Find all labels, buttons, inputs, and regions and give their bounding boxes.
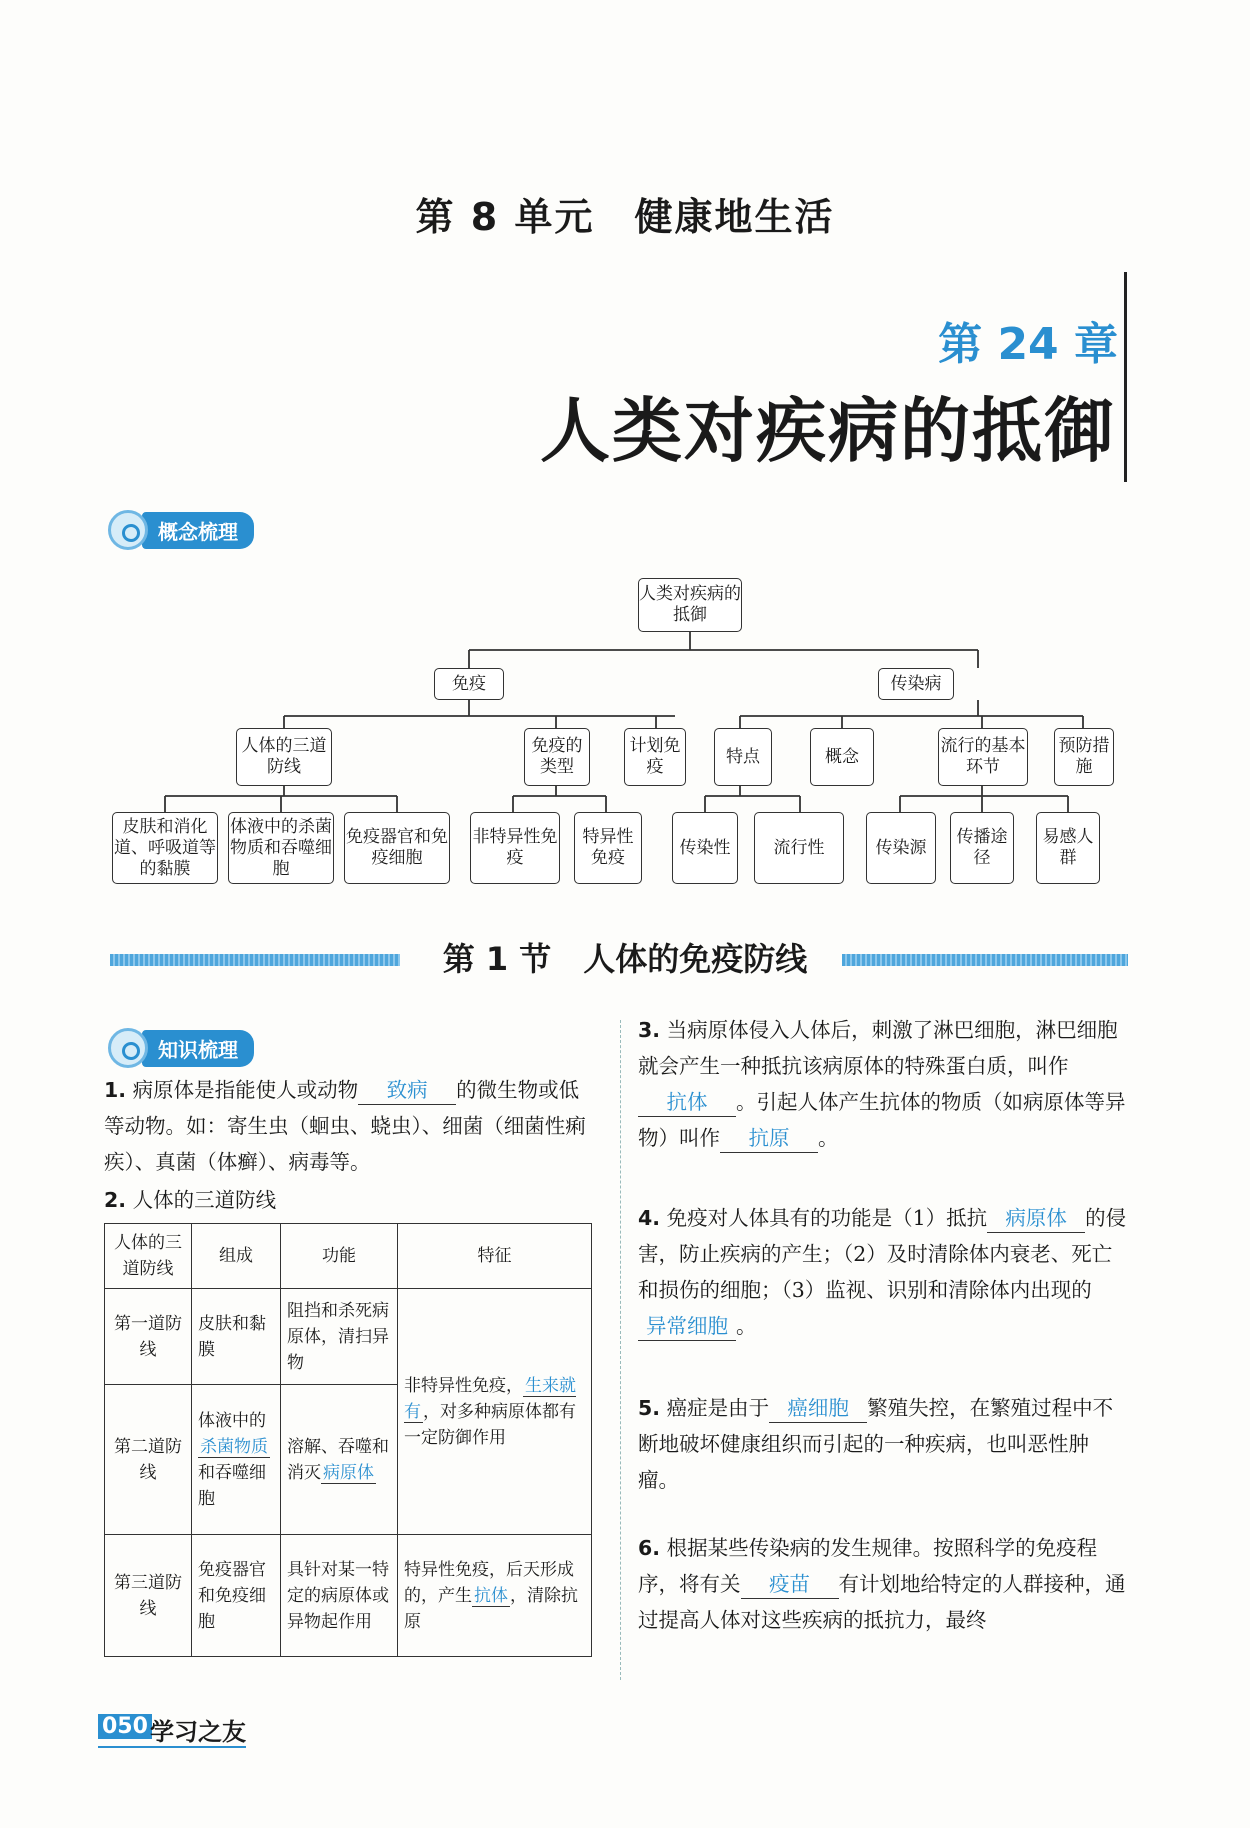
table-cell-func [281, 1385, 398, 1535]
section-title-text: 第 1 节 人体的免疫防线 [429, 940, 822, 978]
table-cell-feature-2 [398, 1535, 592, 1657]
feature-1-text-end: ，对多种病原体都有一定防御作用 [404, 1401, 576, 1448]
map-contagious: 传染性 [672, 812, 738, 884]
knowledge-tag-label: 知识梳理 [142, 1030, 254, 1067]
map-root: 人类对疾病的抵御 [638, 578, 742, 632]
map-prevention: 预防措施 [1054, 728, 1114, 786]
item-5-text: 癌症是由于 [666, 1396, 770, 1420]
item-3-number: 3. [638, 1018, 661, 1042]
table-cell-line: 第三道防线 [105, 1535, 192, 1657]
item-5 [638, 1390, 1128, 1498]
item-3 [638, 1012, 1128, 1156]
map-three-lines: 人体的三道防线 [236, 728, 332, 786]
map-skin: 皮肤和消化道、呼吸道等的黏膜 [112, 812, 218, 884]
table-row [105, 1535, 592, 1657]
func-text: 溶解、吞噬和消灭 [287, 1436, 389, 1483]
item-1-text-end: 的微生物或低等动物。如：寄生虫（蛔虫、蛲虫）、细菌（细菌性痢疾）、真菌（体癣）、病毒等。 [104, 1078, 586, 1174]
item-1-answer: 致病 [358, 1076, 456, 1105]
table-cell-func: 具针对某一特定的病原体或异物起作用 [281, 1535, 398, 1657]
item-6-text-end: 有计划地给特定的人群接种，通过提高人体对这些疾病的抵抗力，最终 [638, 1572, 1126, 1632]
item-6 [638, 1530, 1128, 1638]
item-4-text-end: 。 [736, 1314, 757, 1338]
table-header: 人体的三道防线 [105, 1224, 192, 1289]
item-3-text-end: 。 [818, 1126, 839, 1150]
item-4-answer-1: 病原体 [987, 1204, 1085, 1233]
defense-table [104, 1223, 592, 1657]
column-divider [620, 1020, 622, 1680]
item-1-number: 1. [104, 1078, 127, 1102]
map-infectious: 传染病 [878, 668, 954, 700]
chapter-title: 人类对疾病的抵御 [540, 389, 1116, 472]
chapter-number: 第 24 章 [938, 319, 1118, 370]
unit-title: 第 8 单元 健康地生活 [415, 195, 835, 239]
table-cell-line: 第二道防线 [105, 1385, 192, 1535]
table-header-row [105, 1224, 592, 1289]
feature-1-text: 非特异性免疫， [404, 1375, 523, 1396]
table-cell-feature-1 [398, 1289, 592, 1535]
target-icon [108, 1028, 148, 1068]
item-6-number: 6. [638, 1536, 661, 1560]
map-nonspecific: 非特异性免疫 [470, 812, 560, 884]
map-source: 传染源 [866, 812, 936, 884]
table-header: 功能 [281, 1224, 398, 1289]
map-epidemic: 流行性 [754, 812, 844, 884]
item-4-text-mid: 的侵害，防止疾病的产生；（2）及时清除体内衰老、死亡和损伤的细胞；（3）监视、识别和清除体内出现的 [638, 1206, 1127, 1302]
comp-text-end: 和吞噬细胞 [198, 1462, 266, 1509]
item-6-answer: 疫苗 [741, 1570, 839, 1599]
feature-1-answer: 生来就有 [404, 1375, 576, 1422]
feature-2-text: 特异性免疫，后天形成的，产生 [404, 1559, 574, 1606]
section-title [0, 934, 1250, 980]
footer-brand: 学习之友 [150, 1717, 246, 1746]
comp-answer: 杀菌物质 [200, 1436, 268, 1457]
map-bactericide: 体液中的杀菌物质和吞噬细胞 [228, 812, 334, 884]
map-susceptible: 易感人群 [1036, 812, 1100, 884]
map-basic-links: 流行的基本环节 [938, 728, 1028, 786]
func-answer: 病原体 [323, 1462, 374, 1483]
feature-2-answer: 抗体 [474, 1585, 508, 1606]
table-cell-comp: 皮肤和黏膜 [192, 1289, 281, 1385]
map-immunity: 免疫 [434, 668, 504, 700]
comp-text: 体液中的 [198, 1410, 266, 1431]
map-route: 传播途径 [950, 812, 1014, 884]
item-4-text: 免疫对人体具有的功能是（1）抵抗 [666, 1206, 988, 1230]
item-4 [638, 1200, 1128, 1344]
table-cell-comp: 免疫器官和免疫细胞 [192, 1535, 281, 1657]
table-row [105, 1289, 592, 1385]
item-1 [104, 1072, 598, 1180]
page-number: 050 [98, 1714, 152, 1739]
item-2-text: 人体的三道防线 [132, 1188, 277, 1212]
item-3-text-mid: 。引起人体产生抗体的物质（如病原体等异物）叫作 [638, 1090, 1126, 1150]
item-6-text: 根据某些传染病的发生规律。按照科学的免疫程序，将有关 [638, 1536, 1098, 1596]
table-cell-comp [192, 1385, 281, 1535]
footer-rule [98, 1746, 246, 1748]
item-3-answer-2: 抗原 [720, 1124, 818, 1153]
concept-tag-label: 概念梳理 [142, 512, 254, 549]
item-1-text: 病原体是指能使人或动物 [132, 1078, 359, 1102]
map-feature: 特点 [714, 728, 772, 786]
map-immune-organs: 免疫器官和免疫细胞 [344, 812, 450, 884]
item-2-number: 2. [104, 1188, 127, 1212]
item-5-number: 5. [638, 1396, 661, 1420]
table-cell-func: 阻挡和杀死病原体，清扫异物 [281, 1289, 398, 1385]
feature-2-text-end: ，清除抗原 [404, 1585, 578, 1632]
table-header: 组成 [192, 1224, 281, 1289]
item-2 [104, 1182, 598, 1218]
item-3-answer-1: 抗体 [638, 1088, 736, 1117]
item-5-text-end: 繁殖失控，在繁殖过程中不断地破坏健康组织而引起的一种疾病，也叫恶性肿瘤。 [638, 1396, 1114, 1492]
map-concept: 概念 [810, 728, 874, 786]
item-3-text: 当病原体侵入人体后，刺激了淋巴细胞，淋巴细胞就会产生一种抵抗该病原体的特殊蛋白质，叫作 [638, 1018, 1118, 1078]
knowledge-tag [108, 1030, 254, 1066]
item-4-answer-2: 异常细胞 [638, 1312, 736, 1341]
map-planned-immunity: 计划免疫 [624, 728, 686, 786]
table-cell-line: 第一道防线 [105, 1289, 192, 1385]
table-header: 特征 [398, 1224, 592, 1289]
map-immune-types: 免疫的类型 [524, 728, 590, 786]
item-4-number: 4. [638, 1206, 661, 1230]
map-specific: 特异性免疫 [574, 812, 642, 884]
item-5-answer: 癌细胞 [769, 1394, 867, 1423]
